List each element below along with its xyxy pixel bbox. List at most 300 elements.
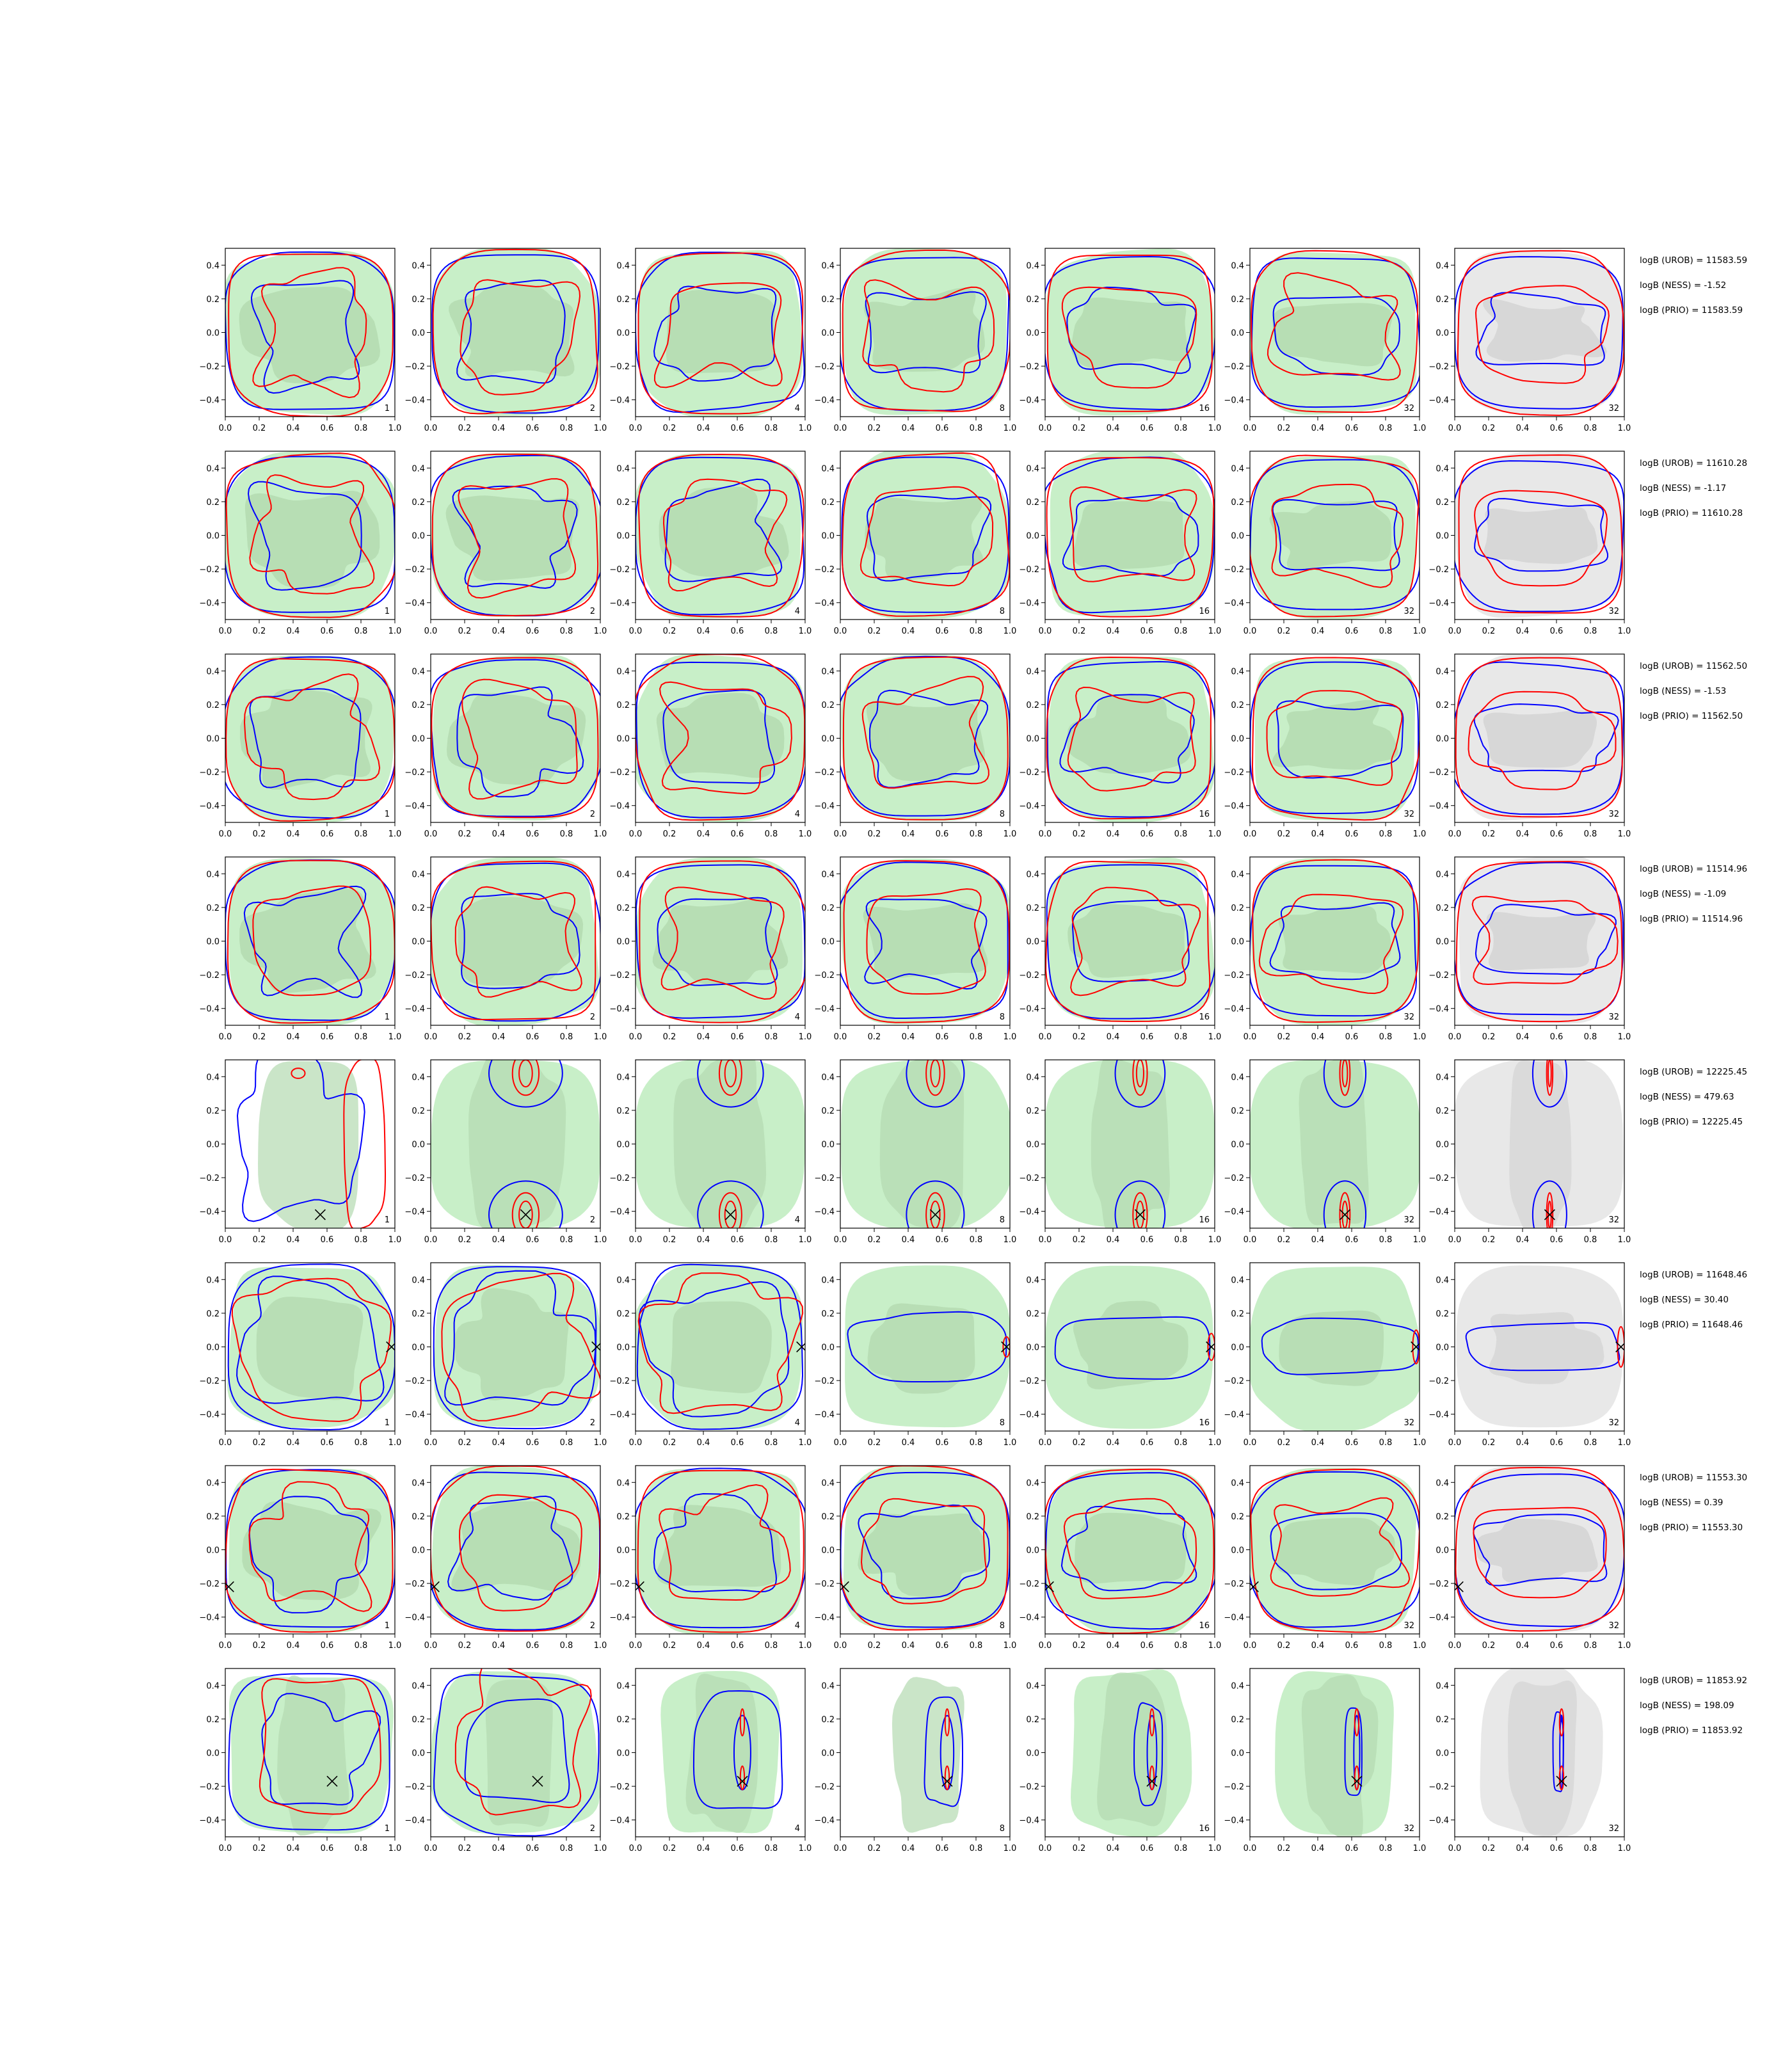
logb-stat: logB (NESS) = -1.52 <box>1640 280 1727 291</box>
y-tick-label: −0.4 <box>1019 801 1039 812</box>
panel-corner-label: 16 <box>1199 1621 1210 1631</box>
x-tick-label: 0.8 <box>354 424 368 433</box>
x-tick-label: 0.2 <box>1482 1438 1496 1448</box>
y-tick-label: −0.2 <box>1428 1174 1449 1184</box>
x-tick-label: 1.0 <box>1208 1032 1222 1042</box>
y-tick-label: −0.4 <box>199 1004 220 1014</box>
panel-r3-c3 <box>609 654 812 839</box>
x-tick-label: 0.8 <box>1583 829 1597 839</box>
x-tick-label: 0.2 <box>1482 1641 1496 1651</box>
panel-r6-c3 <box>609 1263 812 1448</box>
y-tick-label: 0.2 <box>206 294 220 305</box>
y-tick-label: 0.0 <box>821 734 835 744</box>
x-tick-label: 0.8 <box>1583 1235 1597 1245</box>
y-tick-label: −0.2 <box>609 768 630 778</box>
y-tick-label: 0.2 <box>1231 903 1244 913</box>
logb-stat: logB (PRIO) = 11562.50 <box>1640 711 1743 721</box>
panel-corner-label: 32 <box>1404 404 1414 413</box>
x-tick-label: 0.6 <box>320 1235 334 1245</box>
y-tick-label: 0.2 <box>616 1512 630 1522</box>
x-tick-label: 0.8 <box>764 1844 778 1853</box>
y-tick-label: 0.4 <box>1026 261 1039 271</box>
x-tick-label: 0.4 <box>1311 1438 1325 1448</box>
y-tick-label: −0.4 <box>1224 1207 1244 1217</box>
y-tick-label: −0.2 <box>199 1580 220 1590</box>
x-tick-label: 0.4 <box>1106 1844 1120 1853</box>
y-tick-label: 0.4 <box>206 667 220 677</box>
y-tick-label: −0.2 <box>1224 1580 1244 1590</box>
panel-corner-label: 8 <box>999 1012 1005 1022</box>
x-tick-label: 0.2 <box>1072 1032 1086 1042</box>
y-tick-label: 0.0 <box>1231 531 1244 541</box>
y-tick-label: 0.2 <box>1436 294 1449 305</box>
x-tick-label: 0.4 <box>492 627 506 636</box>
x-tick-label: 0.4 <box>696 1235 710 1245</box>
y-tick-label: −0.2 <box>404 565 425 575</box>
y-tick-label: −0.2 <box>609 1782 630 1793</box>
y-tick-label: 0.4 <box>206 1276 220 1286</box>
x-tick-label: 0.8 <box>1379 1032 1393 1042</box>
x-tick-label: 0.6 <box>525 829 540 839</box>
y-tick-label: −0.4 <box>609 1613 630 1623</box>
x-tick-label: 0.6 <box>1140 1235 1154 1245</box>
x-tick-label: 0.2 <box>252 627 266 636</box>
y-tick-label: −0.4 <box>404 801 425 812</box>
x-tick-label: 0.0 <box>218 829 232 839</box>
y-tick-label: 0.4 <box>821 464 835 474</box>
x-tick-label: 1.0 <box>798 1844 812 1853</box>
y-tick-label: 0.2 <box>412 294 425 305</box>
x-tick-label: 0.0 <box>218 1438 232 1448</box>
y-tick-label: 0.4 <box>412 870 425 880</box>
x-tick-label: 0.0 <box>1243 627 1257 636</box>
y-tick-label: −0.2 <box>1428 565 1449 575</box>
y-tick-label: −0.4 <box>1428 598 1449 609</box>
panel-r5-c5 <box>1019 1039 1221 1248</box>
logb-stat: logB (NESS) = 30.40 <box>1640 1295 1729 1305</box>
x-tick-label: 0.8 <box>559 829 573 839</box>
x-tick-label: 1.0 <box>1412 627 1427 636</box>
y-tick-label: −0.4 <box>1224 801 1244 812</box>
y-tick-label: −0.2 <box>1019 362 1039 372</box>
panel-r4-c4 <box>814 857 1016 1042</box>
x-tick-label: 0.6 <box>1345 1235 1359 1245</box>
x-tick-label: 0.0 <box>1448 1641 1462 1651</box>
x-tick-label: 0.6 <box>525 1235 540 1245</box>
y-tick-label: −0.2 <box>1428 971 1449 981</box>
x-tick-label: 0.6 <box>1549 1032 1564 1042</box>
x-tick-label: 0.6 <box>525 1641 540 1651</box>
x-tick-label: 0.4 <box>492 829 506 839</box>
y-tick-label: 0.4 <box>206 1681 220 1692</box>
y-tick-label: 0.4 <box>412 1073 425 1083</box>
y-tick-label: 0.4 <box>1436 667 1449 677</box>
panel-r5-c4 <box>814 1039 1016 1248</box>
panel-r5-c3 <box>609 1039 812 1248</box>
y-tick-label: −0.2 <box>199 768 220 778</box>
x-tick-label: 0.6 <box>935 627 949 636</box>
y-tick-label: −0.4 <box>814 1207 835 1217</box>
density-region-inner <box>486 1679 553 1827</box>
panel-corner-label: 4 <box>794 607 800 616</box>
logb-stat: logB (NESS) = 479.63 <box>1640 1092 1734 1102</box>
y-tick-label: −0.4 <box>1019 1207 1039 1217</box>
panel-corner-label: 4 <box>794 1418 800 1428</box>
y-tick-label: −0.2 <box>1019 1782 1039 1793</box>
y-tick-label: −0.2 <box>199 1377 220 1387</box>
x-tick-label: 0.8 <box>1379 829 1393 839</box>
y-tick-label: −0.4 <box>1428 1613 1449 1623</box>
y-tick-label: 0.0 <box>412 1343 425 1353</box>
x-tick-label: 0.2 <box>867 1235 881 1245</box>
x-tick-label: 0.0 <box>424 627 438 636</box>
x-tick-label: 0.2 <box>1482 1844 1496 1853</box>
y-tick-label: 0.2 <box>1436 497 1449 508</box>
density-region-inner <box>1484 507 1598 564</box>
x-tick-label: 0.6 <box>1345 424 1359 433</box>
x-tick-label: 0.6 <box>320 424 334 433</box>
y-tick-label: −0.2 <box>199 971 220 981</box>
y-tick-label: −0.4 <box>404 1004 425 1014</box>
x-tick-label: 1.0 <box>1208 829 1222 839</box>
y-tick-label: 0.2 <box>412 1106 425 1116</box>
x-tick-label: 0.2 <box>458 1438 472 1448</box>
y-tick-label: 0.0 <box>616 937 630 947</box>
x-tick-label: 1.0 <box>1617 627 1631 636</box>
x-tick-label: 0.6 <box>1140 1641 1154 1651</box>
x-tick-label: 1.0 <box>388 1641 402 1651</box>
x-tick-label: 0.2 <box>1482 829 1496 839</box>
y-tick-label: 0.4 <box>206 261 220 271</box>
x-tick-label: 0.0 <box>833 1032 847 1042</box>
y-tick-label: 0.0 <box>821 328 835 339</box>
x-tick-label: 0.2 <box>662 1032 676 1042</box>
y-tick-label: 0.0 <box>206 328 220 339</box>
y-tick-label: 0.2 <box>821 903 835 913</box>
y-tick-label: −0.2 <box>1224 565 1244 575</box>
x-tick-label: 0.0 <box>833 1235 847 1245</box>
logb-stat: logB (UROB) = 11610.28 <box>1640 458 1748 468</box>
logb-stat: logB (UROB) = 11853.92 <box>1640 1676 1748 1686</box>
y-tick-label: 0.0 <box>206 1343 220 1353</box>
y-tick-label: 0.2 <box>821 1309 835 1319</box>
y-tick-label: 0.2 <box>206 1309 220 1319</box>
y-tick-label: −0.2 <box>1019 768 1039 778</box>
y-tick-label: −0.2 <box>814 565 835 575</box>
panel-r1-c4 <box>814 248 1016 433</box>
x-tick-label: 0.6 <box>1549 424 1564 433</box>
panel-r7-c1 <box>199 1466 401 1651</box>
y-tick-label: 0.2 <box>206 1715 220 1725</box>
y-tick-label: 0.0 <box>1231 734 1244 744</box>
y-tick-label: −0.2 <box>814 362 835 372</box>
y-tick-label: 0.2 <box>616 1309 630 1319</box>
x-tick-label: 0.8 <box>1583 1032 1597 1042</box>
panel-r3-c7 <box>1428 653 1631 839</box>
x-tick-label: 0.0 <box>628 829 643 839</box>
y-tick-label: 0.4 <box>616 1681 630 1692</box>
y-tick-label: 0.2 <box>1026 700 1039 710</box>
logb-stat: logB (NESS) = -1.53 <box>1640 686 1727 696</box>
x-tick-label: 0.6 <box>1345 829 1359 839</box>
y-tick-label: 0.2 <box>616 700 630 710</box>
x-tick-label: 0.8 <box>1583 627 1597 636</box>
panel-r2-c3 <box>609 451 812 636</box>
x-tick-label: 0.2 <box>1277 627 1291 636</box>
x-tick-label: 0.2 <box>1482 1235 1496 1245</box>
y-tick-label: −0.4 <box>1019 598 1039 609</box>
x-tick-label: 0.4 <box>1516 829 1530 839</box>
x-tick-label: 0.6 <box>730 829 744 839</box>
x-tick-label: 0.8 <box>1174 424 1188 433</box>
y-tick-label: −0.2 <box>199 362 220 372</box>
y-tick-label: −0.4 <box>199 1816 220 1826</box>
y-tick-label: −0.2 <box>404 362 425 372</box>
x-tick-label: 1.0 <box>798 829 812 839</box>
panel-r7-c4 <box>814 1466 1016 1651</box>
row-7-stats <box>1640 1473 1747 1533</box>
x-tick-label: 0.8 <box>1174 627 1188 636</box>
y-tick-label: −0.2 <box>814 1782 835 1793</box>
y-tick-label: −0.4 <box>1019 396 1039 406</box>
x-tick-label: 0.6 <box>320 627 334 636</box>
x-tick-label: 0.0 <box>628 627 643 636</box>
x-tick-label: 0.8 <box>764 424 778 433</box>
y-tick-label: −0.4 <box>199 1207 220 1217</box>
panel-r4-c3 <box>609 857 812 1042</box>
x-tick-label: 0.0 <box>628 1641 643 1651</box>
panel-r4-c1 <box>199 857 401 1042</box>
y-tick-label: −0.4 <box>404 1613 425 1623</box>
y-tick-label: −0.2 <box>814 971 835 981</box>
panel-corner-label: 1 <box>384 1418 390 1428</box>
y-tick-label: −0.2 <box>1428 1377 1449 1387</box>
y-tick-label: −0.2 <box>1019 1174 1039 1184</box>
panel-corner-label: 8 <box>999 1621 1005 1631</box>
x-tick-label: 0.4 <box>696 424 710 433</box>
y-tick-label: −0.4 <box>814 1004 835 1014</box>
panel-r1-c5 <box>1019 248 1221 433</box>
logb-stat: logB (NESS) = -1.09 <box>1640 889 1727 899</box>
panel-corner-label: 32 <box>1608 1621 1619 1631</box>
y-tick-label: 0.4 <box>616 1478 630 1489</box>
x-tick-label: 0.2 <box>1277 1641 1291 1651</box>
y-tick-label: 0.2 <box>821 1715 835 1725</box>
x-tick-label: 0.0 <box>833 424 847 433</box>
density-region-inner <box>257 1297 364 1400</box>
x-tick-label: 0.8 <box>969 829 983 839</box>
x-tick-label: 0.8 <box>354 627 368 636</box>
x-tick-label: 1.0 <box>593 1032 607 1042</box>
x-tick-label: 0.2 <box>252 1438 266 1448</box>
y-tick-label: −0.4 <box>1224 1004 1244 1014</box>
x-tick-label: 0.4 <box>696 1844 710 1853</box>
panel-corner-label: 1 <box>384 810 390 819</box>
x-tick-label: 0.4 <box>286 424 300 433</box>
x-tick-label: 1.0 <box>798 1235 812 1245</box>
x-tick-label: 0.8 <box>969 1032 983 1042</box>
x-tick-label: 0.8 <box>559 424 573 433</box>
x-tick-label: 0.4 <box>286 1641 300 1651</box>
x-tick-label: 0.2 <box>867 424 881 433</box>
x-tick-label: 0.4 <box>286 1844 300 1853</box>
y-tick-label: 0.0 <box>1231 937 1244 947</box>
y-tick-label: 0.0 <box>616 1748 630 1759</box>
x-tick-label: 0.2 <box>662 627 676 636</box>
panel-corner-label: 32 <box>1404 810 1414 819</box>
x-tick-label: 0.6 <box>730 424 744 433</box>
panel-corner-label: 16 <box>1199 404 1210 413</box>
panel-corner-label: 32 <box>1404 1012 1414 1022</box>
y-tick-label: 0.2 <box>616 1106 630 1116</box>
density-region-inner <box>1071 298 1190 368</box>
x-tick-label: 0.2 <box>252 1844 266 1853</box>
x-tick-label: 0.0 <box>424 829 438 839</box>
x-tick-label: 0.2 <box>458 1235 472 1245</box>
x-tick-label: 0.0 <box>833 1844 847 1853</box>
y-tick-label: −0.4 <box>814 598 835 609</box>
x-tick-label: 0.0 <box>218 1235 232 1245</box>
x-tick-label: 0.8 <box>1583 424 1597 433</box>
y-tick-label: −0.2 <box>1224 1782 1244 1793</box>
x-tick-label: 0.2 <box>662 1438 676 1448</box>
x-tick-label: 0.8 <box>1379 424 1393 433</box>
y-tick-label: −0.4 <box>609 396 630 406</box>
y-tick-label: 0.0 <box>616 1343 630 1353</box>
panel-corner-label: 4 <box>794 1012 800 1022</box>
logb-stat: logB (PRIO) = 11648.46 <box>1640 1320 1743 1330</box>
x-tick-label: 0.6 <box>730 627 744 636</box>
panel-r3-c4 <box>814 654 1016 839</box>
x-tick-label: 0.6 <box>935 1032 949 1042</box>
x-tick-label: 0.8 <box>354 1032 368 1042</box>
y-tick-label: 0.2 <box>616 903 630 913</box>
panel-r6-c6 <box>1224 1263 1426 1448</box>
x-tick-label: 0.8 <box>764 1438 778 1448</box>
y-tick-label: −0.2 <box>1224 1377 1244 1387</box>
logb-stat: logB (UROB) = 11553.30 <box>1640 1473 1748 1483</box>
y-tick-label: −0.2 <box>1019 971 1039 981</box>
y-tick-label: −0.2 <box>1224 971 1244 981</box>
y-tick-label: −0.4 <box>1428 1816 1449 1826</box>
x-tick-label: 0.4 <box>492 1235 506 1245</box>
y-tick-label: 0.2 <box>1436 1309 1449 1319</box>
x-tick-label: 1.0 <box>1003 1844 1017 1853</box>
x-tick-label: 0.2 <box>458 1032 472 1042</box>
density-region-inner <box>1299 1055 1369 1226</box>
x-tick-label: 0.2 <box>1482 424 1496 433</box>
y-tick-label: 0.4 <box>1231 870 1244 880</box>
x-tick-label: 0.2 <box>1072 1641 1086 1651</box>
y-tick-label: 0.4 <box>1231 1073 1244 1083</box>
x-tick-label: 1.0 <box>1208 1235 1222 1245</box>
x-tick-label: 0.0 <box>1448 829 1462 839</box>
y-tick-label: −0.4 <box>609 1816 630 1826</box>
y-tick-label: −0.2 <box>814 768 835 778</box>
y-tick-label: 0.4 <box>1231 464 1244 474</box>
y-tick-label: −0.4 <box>814 396 835 406</box>
panel-corner-label: 32 <box>1404 1418 1414 1428</box>
y-tick-label: −0.4 <box>814 1410 835 1420</box>
x-tick-label: 0.8 <box>969 424 983 433</box>
x-tick-label: 0.8 <box>354 829 368 839</box>
x-tick-label: 1.0 <box>593 627 607 636</box>
x-tick-label: 0.2 <box>662 829 676 839</box>
y-tick-label: 0.4 <box>1436 464 1449 474</box>
x-tick-label: 0.0 <box>833 1438 847 1448</box>
panel-corner-label: 8 <box>999 607 1005 616</box>
x-tick-label: 1.0 <box>1412 1641 1427 1651</box>
y-tick-label: −0.4 <box>1428 1410 1449 1420</box>
x-tick-label: 0.6 <box>525 1438 540 1448</box>
x-tick-label: 0.4 <box>901 1235 915 1245</box>
y-tick-label: 0.4 <box>1231 667 1244 677</box>
y-tick-label: 0.4 <box>412 1276 425 1286</box>
panel-corner-label: 16 <box>1199 607 1210 616</box>
y-tick-label: −0.4 <box>814 1613 835 1623</box>
x-tick-label: 0.2 <box>1072 1438 1086 1448</box>
x-tick-label: 1.0 <box>1208 1438 1222 1448</box>
y-tick-label: 0.4 <box>412 1478 425 1489</box>
y-tick-label: 0.0 <box>821 1343 835 1353</box>
logb-stat: logB (UROB) = 11583.59 <box>1640 255 1748 266</box>
panel-r2-c4 <box>814 448 1016 636</box>
y-tick-label: 0.0 <box>1231 1140 1244 1150</box>
x-tick-label: 0.6 <box>320 1641 334 1651</box>
y-tick-label: 0.2 <box>1436 903 1449 913</box>
x-tick-label: 0.2 <box>252 424 266 433</box>
y-tick-label: −0.4 <box>1224 1410 1244 1420</box>
x-tick-label: 1.0 <box>1412 1032 1427 1042</box>
x-tick-label: 1.0 <box>1617 1235 1631 1245</box>
panel-corner-label: 16 <box>1199 810 1210 819</box>
y-tick-label: 0.4 <box>1026 1276 1039 1286</box>
x-tick-label: 1.0 <box>1003 424 1017 433</box>
density-region-inner <box>258 1061 358 1232</box>
x-tick-label: 0.4 <box>1311 424 1325 433</box>
x-tick-label: 0.4 <box>901 1641 915 1651</box>
x-tick-label: 0.6 <box>1345 627 1359 636</box>
x-tick-label: 0.2 <box>867 829 881 839</box>
x-tick-label: 1.0 <box>1003 1235 1017 1245</box>
y-tick-label: −0.2 <box>1224 1174 1244 1184</box>
x-tick-label: 0.6 <box>1140 1438 1154 1448</box>
x-tick-label: 0.2 <box>252 1032 266 1042</box>
x-tick-label: 0.2 <box>867 1438 881 1448</box>
y-tick-label: 0.2 <box>1436 1715 1449 1725</box>
panel-corner-label: 16 <box>1199 1215 1210 1225</box>
x-tick-label: 0.8 <box>969 1641 983 1651</box>
panel-corner-label: 32 <box>1404 1215 1414 1225</box>
y-tick-label: 0.4 <box>412 261 425 271</box>
y-tick-label: 0.4 <box>821 870 835 880</box>
y-tick-label: 0.0 <box>616 1546 630 1556</box>
y-tick-label: −0.2 <box>199 565 220 575</box>
panel-corner-label: 1 <box>384 1824 390 1834</box>
y-tick-label: 0.2 <box>1231 497 1244 508</box>
panel-corner-label: 16 <box>1199 1418 1210 1428</box>
y-tick-label: −0.2 <box>609 362 630 372</box>
x-tick-label: 0.2 <box>1277 829 1291 839</box>
y-tick-label: 0.0 <box>206 1140 220 1150</box>
x-tick-label: 0.2 <box>1277 1235 1291 1245</box>
y-tick-label: 0.2 <box>616 1715 630 1725</box>
y-tick-label: 0.0 <box>1026 734 1039 744</box>
x-tick-label: 0.0 <box>1243 1844 1257 1853</box>
x-tick-label: 0.2 <box>1072 829 1086 839</box>
logb-stat: logB (UROB) = 12225.45 <box>1640 1067 1748 1077</box>
y-tick-label: 0.2 <box>1231 1106 1244 1116</box>
